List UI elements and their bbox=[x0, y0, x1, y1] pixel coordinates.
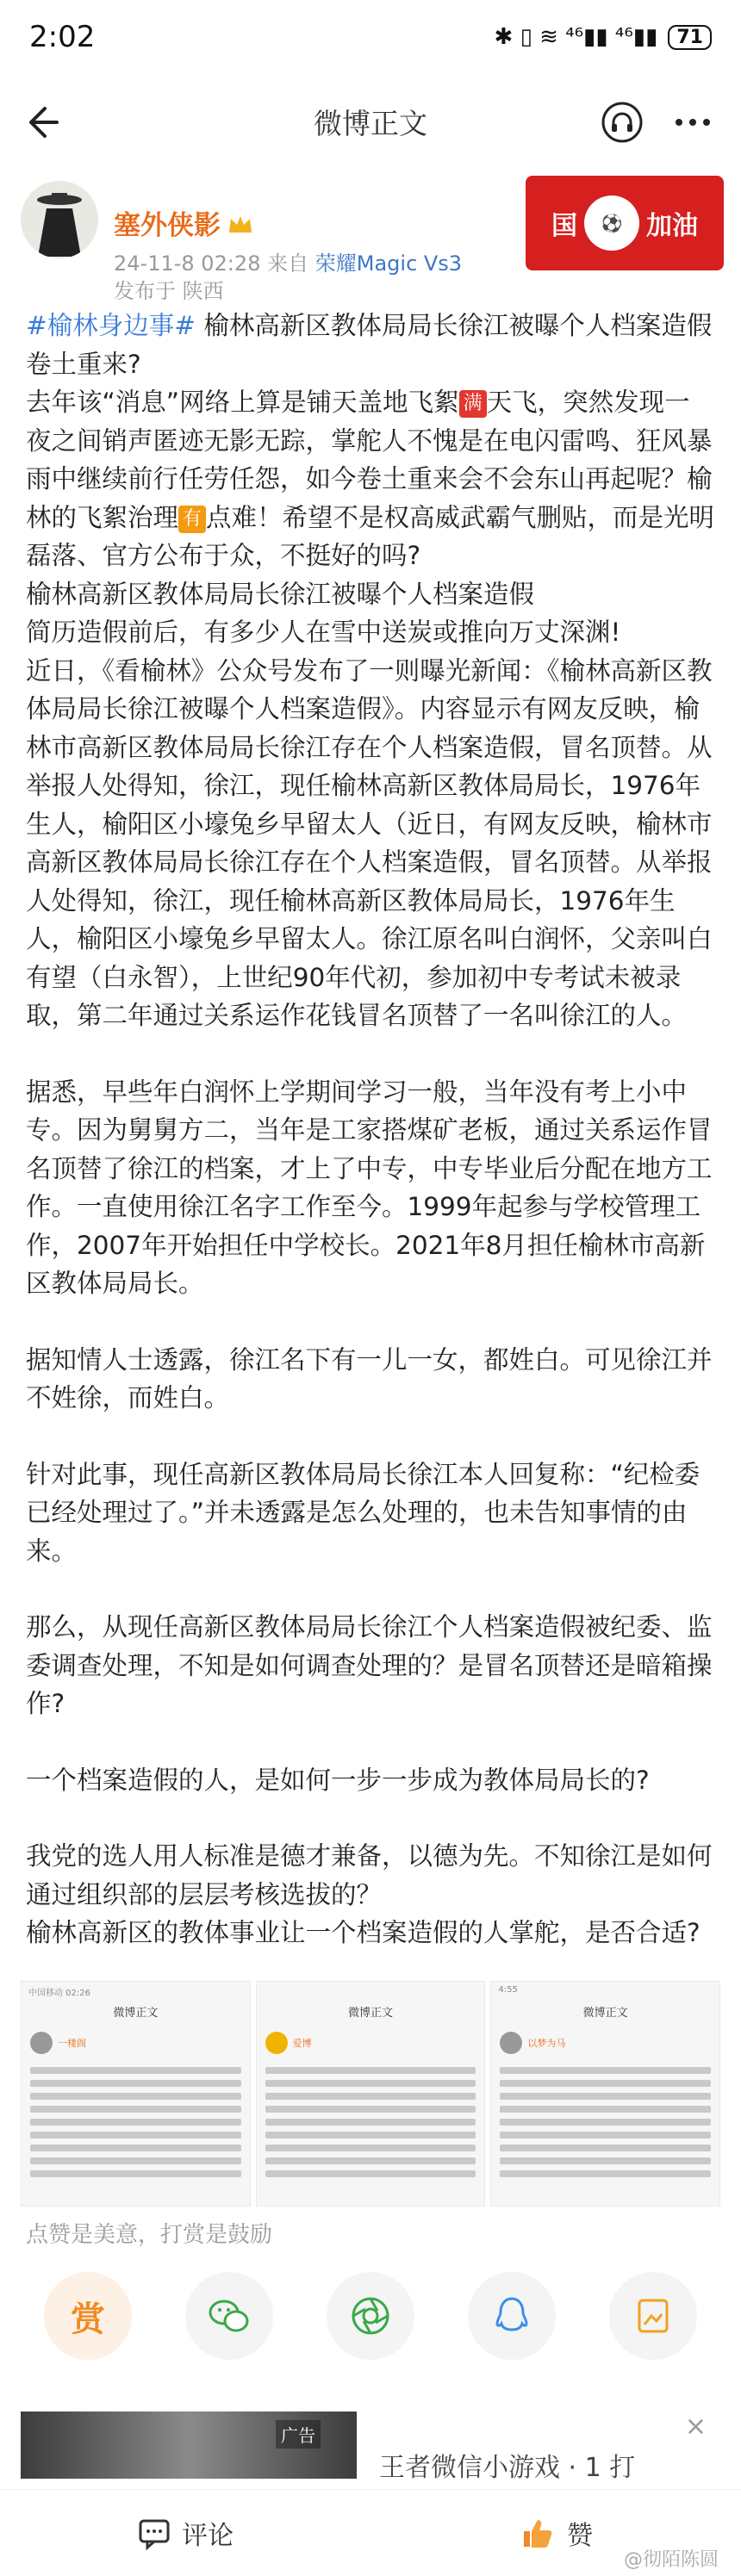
thumb-header bbox=[257, 2027, 485, 2059]
paragraph-gap bbox=[26, 1570, 715, 1608]
avatar bbox=[500, 2032, 522, 2054]
badge-left-text: 国 bbox=[551, 211, 577, 241]
comment-label: 评论 bbox=[182, 2521, 234, 2551]
avatar-image bbox=[21, 181, 98, 258]
thumb-text bbox=[491, 2059, 719, 2185]
paragraph: 我党的选人用人标准是德才兼备，以德为先。不知徐江是如何通过组织部的层层考核选拔的？ bbox=[26, 1841, 713, 1909]
paragraph-text: 点难！希望不是权高威武霸气删贴，而是光明磊落、官方公布于众，不挺好的吗? bbox=[26, 502, 715, 570]
like-label: 赞 bbox=[567, 2521, 593, 2551]
paragraph: 榆林高新区教体局局长徐江被曝个人档案造假 bbox=[26, 579, 535, 609]
image-thumbnail[interactable] bbox=[256, 1981, 486, 2207]
crown-icon bbox=[227, 214, 253, 236]
back-arrow-icon[interactable] bbox=[19, 100, 64, 145]
page-title: 微博正文 bbox=[314, 106, 427, 140]
image-share-button[interactable] bbox=[609, 2272, 697, 2360]
avatar bbox=[30, 2032, 53, 2054]
ad-label: 广告 bbox=[276, 2420, 321, 2449]
paragraph-gap bbox=[26, 1418, 715, 1456]
badge-right-text: 加油 bbox=[646, 211, 698, 241]
thumb-status: 4:55 bbox=[498, 1985, 518, 1995]
paragraph bbox=[26, 307, 715, 383]
thumb-header bbox=[491, 2027, 719, 2059]
paragraph bbox=[26, 383, 715, 575]
paragraph-text: 天飞，突然发现一夜之间销声匿迹无影无踪，掌舵人不愧是在电闪雷鸣、狂风暴雨中继续前行任劳任怨，如今卷土重来会不会东山再起呢？榆林的飞絮治理 bbox=[26, 388, 713, 532]
paragraph: 近日，《看榆林》公众号发布了一则曝光新闻：《榆林高新区教体局局长徐江被曝个人档案造假》。内容显示有网友反映，榆林市高新区教体局局长徐江存在个人档案造假，冒名顶替。从举报人处得知，徐江，现任榆林高新区教体局局长，1976年生人，榆阳区小壕兔乡早留太人（近日，有网友反映，榆林市高新区教体局局长徐江存在个人档案造假，冒名顶替。从举报人处得知，徐江，现任榆林高新区教体局局长，1976年生人，榆阳区小壕兔乡早留太人。徐江原名叫白润怀，父亲叫白有望（白永智），上世纪90年代初，参加初中专考试未被录取，第二年通过关系运作花钱冒名顶替了一名叫徐江的人。 bbox=[26, 655, 713, 1030]
author-name[interactable] bbox=[114, 203, 253, 242]
avatar[interactable] bbox=[21, 181, 98, 258]
thumbs-up-icon bbox=[519, 2514, 557, 2552]
paragraph: 据悉，早些年白润怀上学期间学习一般，当年没有考上小中专。因为舅舅方二，当年是工家搭煤矿老板，通过关系运作冒名顶替了徐江的档案，才上了中专，中专毕业后分配在地方工作。一直使用徐江名字工作至今。1999年起参与学校管理工作，2007年开始担任中学校长。2021年8月担任榆林市高新区教体局局长。 bbox=[26, 1077, 713, 1298]
paragraph-gap bbox=[26, 1035, 715, 1073]
paragraph: 简历造假前后，有多少人在雪中送炭或推向万丈深渊! bbox=[26, 618, 621, 647]
football-icon: ⚽ bbox=[584, 196, 639, 251]
status-icons bbox=[495, 24, 712, 50]
moments-share-button[interactable] bbox=[327, 2272, 414, 2360]
post-content bbox=[26, 307, 715, 1952]
status-bar bbox=[0, 0, 741, 74]
post-header bbox=[0, 169, 741, 303]
qq-icon bbox=[488, 2292, 536, 2340]
paragraph: 榆林高新区的教体事业让一个档案造假的人掌舵，是否合适? bbox=[26, 1918, 701, 1947]
share-row bbox=[0, 2251, 741, 2380]
comment-button[interactable] bbox=[0, 2514, 370, 2552]
paragraph: 那么，从现任高新区教体局局长徐江个人档案造假被纪委、监委调查处理，不知是如何调查处理的？是冒名顶替还是暗箱操作? bbox=[26, 1612, 713, 1718]
ad-banner[interactable] bbox=[0, 2412, 741, 2489]
avatar bbox=[265, 2032, 288, 2054]
thumb-title: 微博正文 bbox=[348, 2007, 394, 2020]
paragraph-gap bbox=[26, 1723, 715, 1761]
thumb-status bbox=[257, 1982, 485, 2001]
fan-badge[interactable] bbox=[526, 176, 724, 270]
paragraph: 针对此事，现任高新区教体局局长徐江本人回复称：“纪检委已经处理过了。”并未透露是怎么处理的，也未告知事情的由来。 bbox=[26, 1459, 701, 1566]
hashtag-link[interactable]: #榆林身边事# bbox=[26, 311, 196, 340]
image-gallery bbox=[21, 1981, 720, 2207]
ad-title: 王者微信小游戏 · 1 打 bbox=[379, 2453, 636, 2483]
paragraph-gap bbox=[26, 1799, 715, 1837]
wechat-share-button[interactable] bbox=[185, 2272, 273, 2360]
paragraph-text: 榆林高新区教体局局长徐江被曝个人档案造假卷土重来? bbox=[26, 311, 713, 379]
headphones-icon[interactable] bbox=[598, 98, 646, 146]
battery-icon: 71 bbox=[668, 25, 712, 50]
thumb-text bbox=[22, 2059, 250, 2185]
image-thumbnail[interactable] bbox=[21, 1981, 251, 2207]
paragraph: 据知情人士透露，徐江名下有一儿一女，都姓白。可见徐江并不姓徐，而姓白。 bbox=[26, 1344, 713, 1412]
thumb-title: 微博正文 bbox=[113, 2007, 159, 2020]
thumb-author: 以梦为马 bbox=[527, 2038, 566, 2049]
wechat-icon bbox=[205, 2292, 253, 2340]
thumb-status: 中国移动 02:26 bbox=[28, 1989, 90, 1998]
man-emoji-icon: 满 bbox=[459, 390, 487, 418]
post-device[interactable]: 荣耀Magic Vs3 bbox=[314, 251, 463, 276]
qq-share-button[interactable] bbox=[468, 2272, 556, 2360]
comment-icon bbox=[137, 2516, 171, 2550]
thumb-text bbox=[257, 2059, 485, 2185]
post-location: 发布于 陕西 bbox=[114, 279, 224, 303]
post-date: 24-11-8 02:28 bbox=[114, 251, 261, 276]
ad-close-icon[interactable]: × bbox=[684, 2412, 707, 2442]
thumb-author: 一楼阁 bbox=[58, 2038, 86, 2049]
watermark: @彻陌陈圆 bbox=[623, 2549, 719, 2571]
you-emoji-icon: 有 bbox=[178, 506, 206, 533]
status-time: 2:02 bbox=[29, 20, 96, 54]
thumb-author: 爱博 bbox=[292, 2038, 312, 2049]
reward-button[interactable]: 赏 bbox=[44, 2272, 132, 2360]
image-thumbnail[interactable] bbox=[490, 1981, 720, 2207]
signal-icons: ✱ ▯ ≋ ⁴⁶▮▮ ⁴⁶▮▮ bbox=[494, 24, 658, 50]
author-name-text: 塞外侠影 bbox=[114, 210, 221, 241]
reward-hint: 点赞是美意，打赏是鼓励 bbox=[26, 2222, 273, 2248]
top-nav bbox=[0, 74, 741, 169]
post-meta bbox=[114, 246, 462, 276]
camera-aperture-icon bbox=[346, 2292, 395, 2340]
paragraph-text: 去年该“消息”网络上算是铺天盖地飞絮 bbox=[26, 388, 459, 417]
thumb-title: 微博正文 bbox=[582, 2007, 628, 2020]
thumb-header bbox=[22, 2027, 250, 2059]
paragraph: 一个档案造假的人，是如何一步一步成为教体局局长的? bbox=[26, 1765, 650, 1795]
more-icon[interactable] bbox=[669, 98, 717, 146]
paragraph-gap bbox=[26, 1303, 715, 1341]
image-share-icon bbox=[629, 2292, 677, 2340]
from-label: 来自 bbox=[267, 251, 309, 276]
